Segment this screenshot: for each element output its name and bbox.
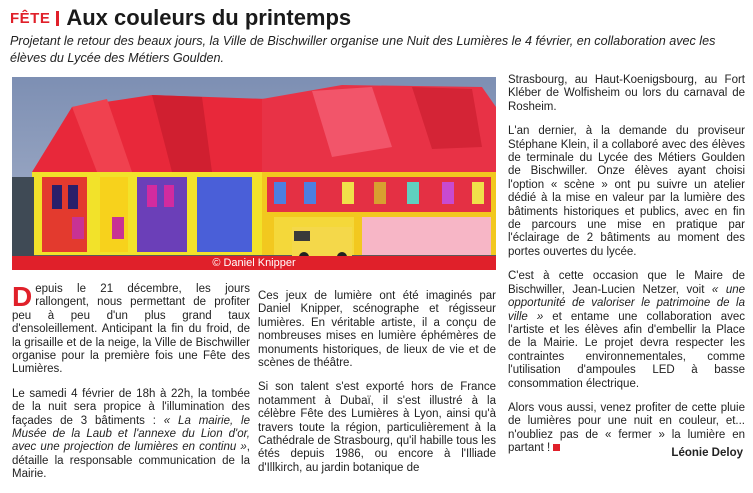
paragraph-text: epuis le 21 décembre, les jours rallongent, nous permettant de profiter peu à peu d'un plus grand taux d'ensoleillement. Anticipant la fin du froid, de la grisaille et de la neige, la Ville de Bischwiller organise pour la première fois une Fête des Lumières. [12, 283, 250, 376]
photo-credit: © Daniel Knipper [12, 256, 496, 270]
quote: « La mairie, le Musée de la Laub et l'annexe du Lion d'or, avec une projection de lumières en continu » [12, 414, 251, 454]
paragraph-text: et entame une collaboration avec l'artiste et les élèves afin d'embellir la Place de la Mairie. Le projet devra respecter les contraintes environnementales, comme l'utilisation d'ampoules LED à basse consommation électrique. [508, 310, 745, 390]
article-column-3 [508, 74, 745, 467]
article-column-1 [12, 283, 250, 493]
paragraph: Strasbourg, au Haut-Koenigsbourg, au Fort Kléber de Wolfisheim ou lors du carnaval de Rosheim. [508, 74, 745, 113]
end-mark-icon [553, 444, 560, 451]
author-signature: Léonie Deloy [671, 447, 743, 459]
drop-cap: D [12, 281, 33, 312]
paragraph-text: Alors vous aussi, venez profiter de cette pluie de lumières pour une nuit en couleur, et... n'oubliez pas de « fermer » la lumière en partant ! [508, 401, 745, 455]
article-title: Aux couleurs du printemps [66, 5, 352, 30]
article-header [10, 4, 351, 32]
paragraph: Ces jeux de lumière ont été imaginés par Daniel Knipper, scénographe et régisseur lumières. En véritable artiste, il a conçu de nombreuses mises en lumière éphémères de monuments historiques, de lieux de vie et de scènes de théâtre. [258, 290, 496, 370]
paragraph [12, 283, 250, 377]
paragraph-text: Le samedi 4 février de 18h à 22h, la tombée de la nuit sera propice à l'illumination des façades de 3 bâtiments : [12, 387, 250, 427]
article-photo [12, 77, 496, 270]
quote: « une opportunité de valoriser le patrimoine de la ville » [508, 283, 745, 323]
article-column-2 [258, 290, 496, 486]
illuminated-building-image [12, 77, 496, 270]
paragraph [12, 388, 250, 482]
paragraph-text: , détaille la responsable communication de la Mairie. [12, 441, 250, 481]
kicker-divider [56, 11, 59, 26]
paragraph-text: C'est à cette occasion que le Maire de Bischwiller, Jean-Lucien Netzer, voit [508, 270, 745, 296]
section-kicker: FÊTE [10, 9, 51, 27]
paragraph [508, 270, 745, 391]
paragraph: L'an dernier, à la demande du proviseur Stéphane Klein, il a collaboré avec des élèves de terminale du Lycée des Métiers Goulden de Bischwiller. Onze élèves ayant choisi l'option « scène » ont pu suivre un atelier dédié à la mise en valeur par la lumière des bâtiments historiques et publics, avec en fin de parcours une mise en pratique par l'éclairage de 2 bâtiments au moment des portes ouvertes du lycée. [508, 125, 745, 258]
paragraph: Si son talent s'est exporté hors de France notamment à Dubaï, il s'est illustré à la célèbre Fête des Lumières à Lyon, ainsi qu'à travers toute la région, particulièrement à la Cathédrale de Strasbourg, qu'il habille tous les étés depuis 1986, ou encore à l'Illiade d'Illkirch, au jardin botanique de [258, 381, 496, 474]
article-lead: Projetant le retour des beaux jours, la Ville de Bischwiller organise une Nuit des Lumières le 4 février, en collaboration avec les élèves du Lycée des Métiers Goulden. [10, 34, 716, 65]
